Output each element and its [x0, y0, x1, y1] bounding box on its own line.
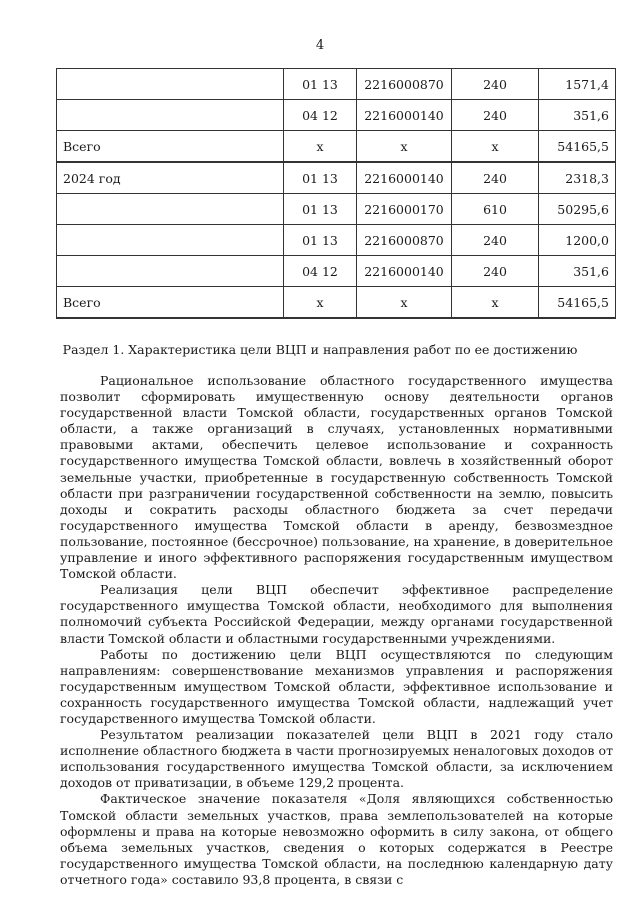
cell-sum: 1200,0	[539, 225, 616, 256]
table-row	[57, 69, 616, 100]
paragraph-4: Результатом реализации показателей цели ВЦП в 2021 году стало исполнение областного бюджета в части прогнозируемых неналоговых доходов от использования государственного имущества Томской области, за исключением доходов от приватизации, в объеме 129,2 процента.	[60, 727, 613, 791]
cell-vr: 240	[452, 100, 539, 131]
cell-label	[57, 225, 284, 256]
cell-vr: 240	[452, 69, 539, 100]
cell-vr: 240	[452, 225, 539, 256]
cell-label	[57, 256, 284, 287]
cell-label	[57, 194, 284, 225]
cell-sum: 351,6	[539, 256, 616, 287]
paragraph-1: Рациональное использование областного государственного имущества позволит сформировать имущественную основу деятельности органов государственной власти Томской области, государственных органов Томской области, а также организаций в случаях, установленных нормативными правовыми актами, обеспечить целевое использование и сохранность государственного имущества Томской области, вовлечь в хозяйственный оборот земельные участки, приобретенные в государственную собственность Томской области при разграничении государственной собственности на землю, повысить доходы и сократить расходы областного бюджета за счет передачи государственного имущества Томской области в аренду, безвозмездное пользование, постоянное (бессрочное) пользование, на хранение, в доверительное управление и иного эффективного распоряжения государственным имуществом Томской области.	[60, 373, 613, 582]
body-text	[60, 373, 613, 888]
cell-label: Всего	[57, 131, 284, 163]
cell-section: 01 13	[284, 194, 357, 225]
cell-section: 01 13	[284, 69, 357, 100]
cell-vr: х	[452, 131, 539, 163]
paragraph-2: Реализация цели ВЦП обеспечит эффективное распределение государственного имущества Томской области, необходимого для выполнения полномочий субъекта Российской Федерации, между органами государственной власти Томской области и областными государственными учреждениями.	[60, 582, 613, 646]
table-row	[57, 225, 616, 256]
cell-csr: 2216000140	[357, 100, 452, 131]
cell-sum: 1571,4	[539, 69, 616, 100]
cell-label: 2024 год	[57, 162, 284, 194]
paragraph-3: Работы по достижению цели ВЦП осуществляются по следующим направлениям: совершенствование механизмов управления и распоряжения государственным имуществом Томской области, эффективное использование и сохранность государственного имущества Томской области, надлежащий учет государственного имущества Томской области.	[60, 646, 613, 726]
cell-csr: 2216000870	[357, 69, 452, 100]
cell-csr: 2216000870	[357, 225, 452, 256]
section-heading: Раздел 1. Характеристика цели ВЦП и направления работ по ее достижению	[62, 342, 578, 357]
cell-section: 01 13	[284, 225, 357, 256]
cell-csr: 2216000170	[357, 194, 452, 225]
table-row	[57, 100, 616, 131]
cell-section: 04 12	[284, 100, 357, 131]
cell-csr: 2216000140	[357, 256, 452, 287]
table-row	[57, 162, 616, 194]
cell-section: х	[284, 131, 357, 163]
cell-vr: 240	[452, 256, 539, 287]
cell-sum: 54165,5	[539, 287, 616, 319]
cell-label	[57, 69, 284, 100]
cell-vr: 240	[452, 162, 539, 194]
cell-vr: х	[452, 287, 539, 319]
budget-table	[56, 68, 616, 319]
paragraph-5: Фактическое значение показателя «Доля являющихся собственностью Томской области земельных участков, права землепользователей на которые оформлены и права на которые невозможно оформить в силу закона, от общего объема земельных участков, сведения о которых содержатся в Реестре государственного имущества Томской области, на последнюю календарную дату отчетного года» составило 93,8 процента, в связи с	[60, 791, 613, 887]
table-row	[57, 194, 616, 225]
cell-section: х	[284, 287, 357, 319]
cell-csr: х	[357, 287, 452, 319]
cell-sum: 54165,5	[539, 131, 616, 163]
cell-sum: 2318,3	[539, 162, 616, 194]
cell-sum: 50295,6	[539, 194, 616, 225]
table-total-row	[57, 287, 616, 319]
cell-csr: х	[357, 131, 452, 163]
cell-section: 04 12	[284, 256, 357, 287]
cell-section: 01 13	[284, 162, 357, 194]
cell-label	[57, 100, 284, 131]
cell-sum: 351,6	[539, 100, 616, 131]
table-total-row	[57, 131, 616, 163]
table-row	[57, 256, 616, 287]
cell-vr: 610	[452, 194, 539, 225]
page-number: 4	[315, 38, 325, 53]
cell-label: Всего	[57, 287, 284, 319]
cell-csr: 2216000140	[357, 162, 452, 194]
